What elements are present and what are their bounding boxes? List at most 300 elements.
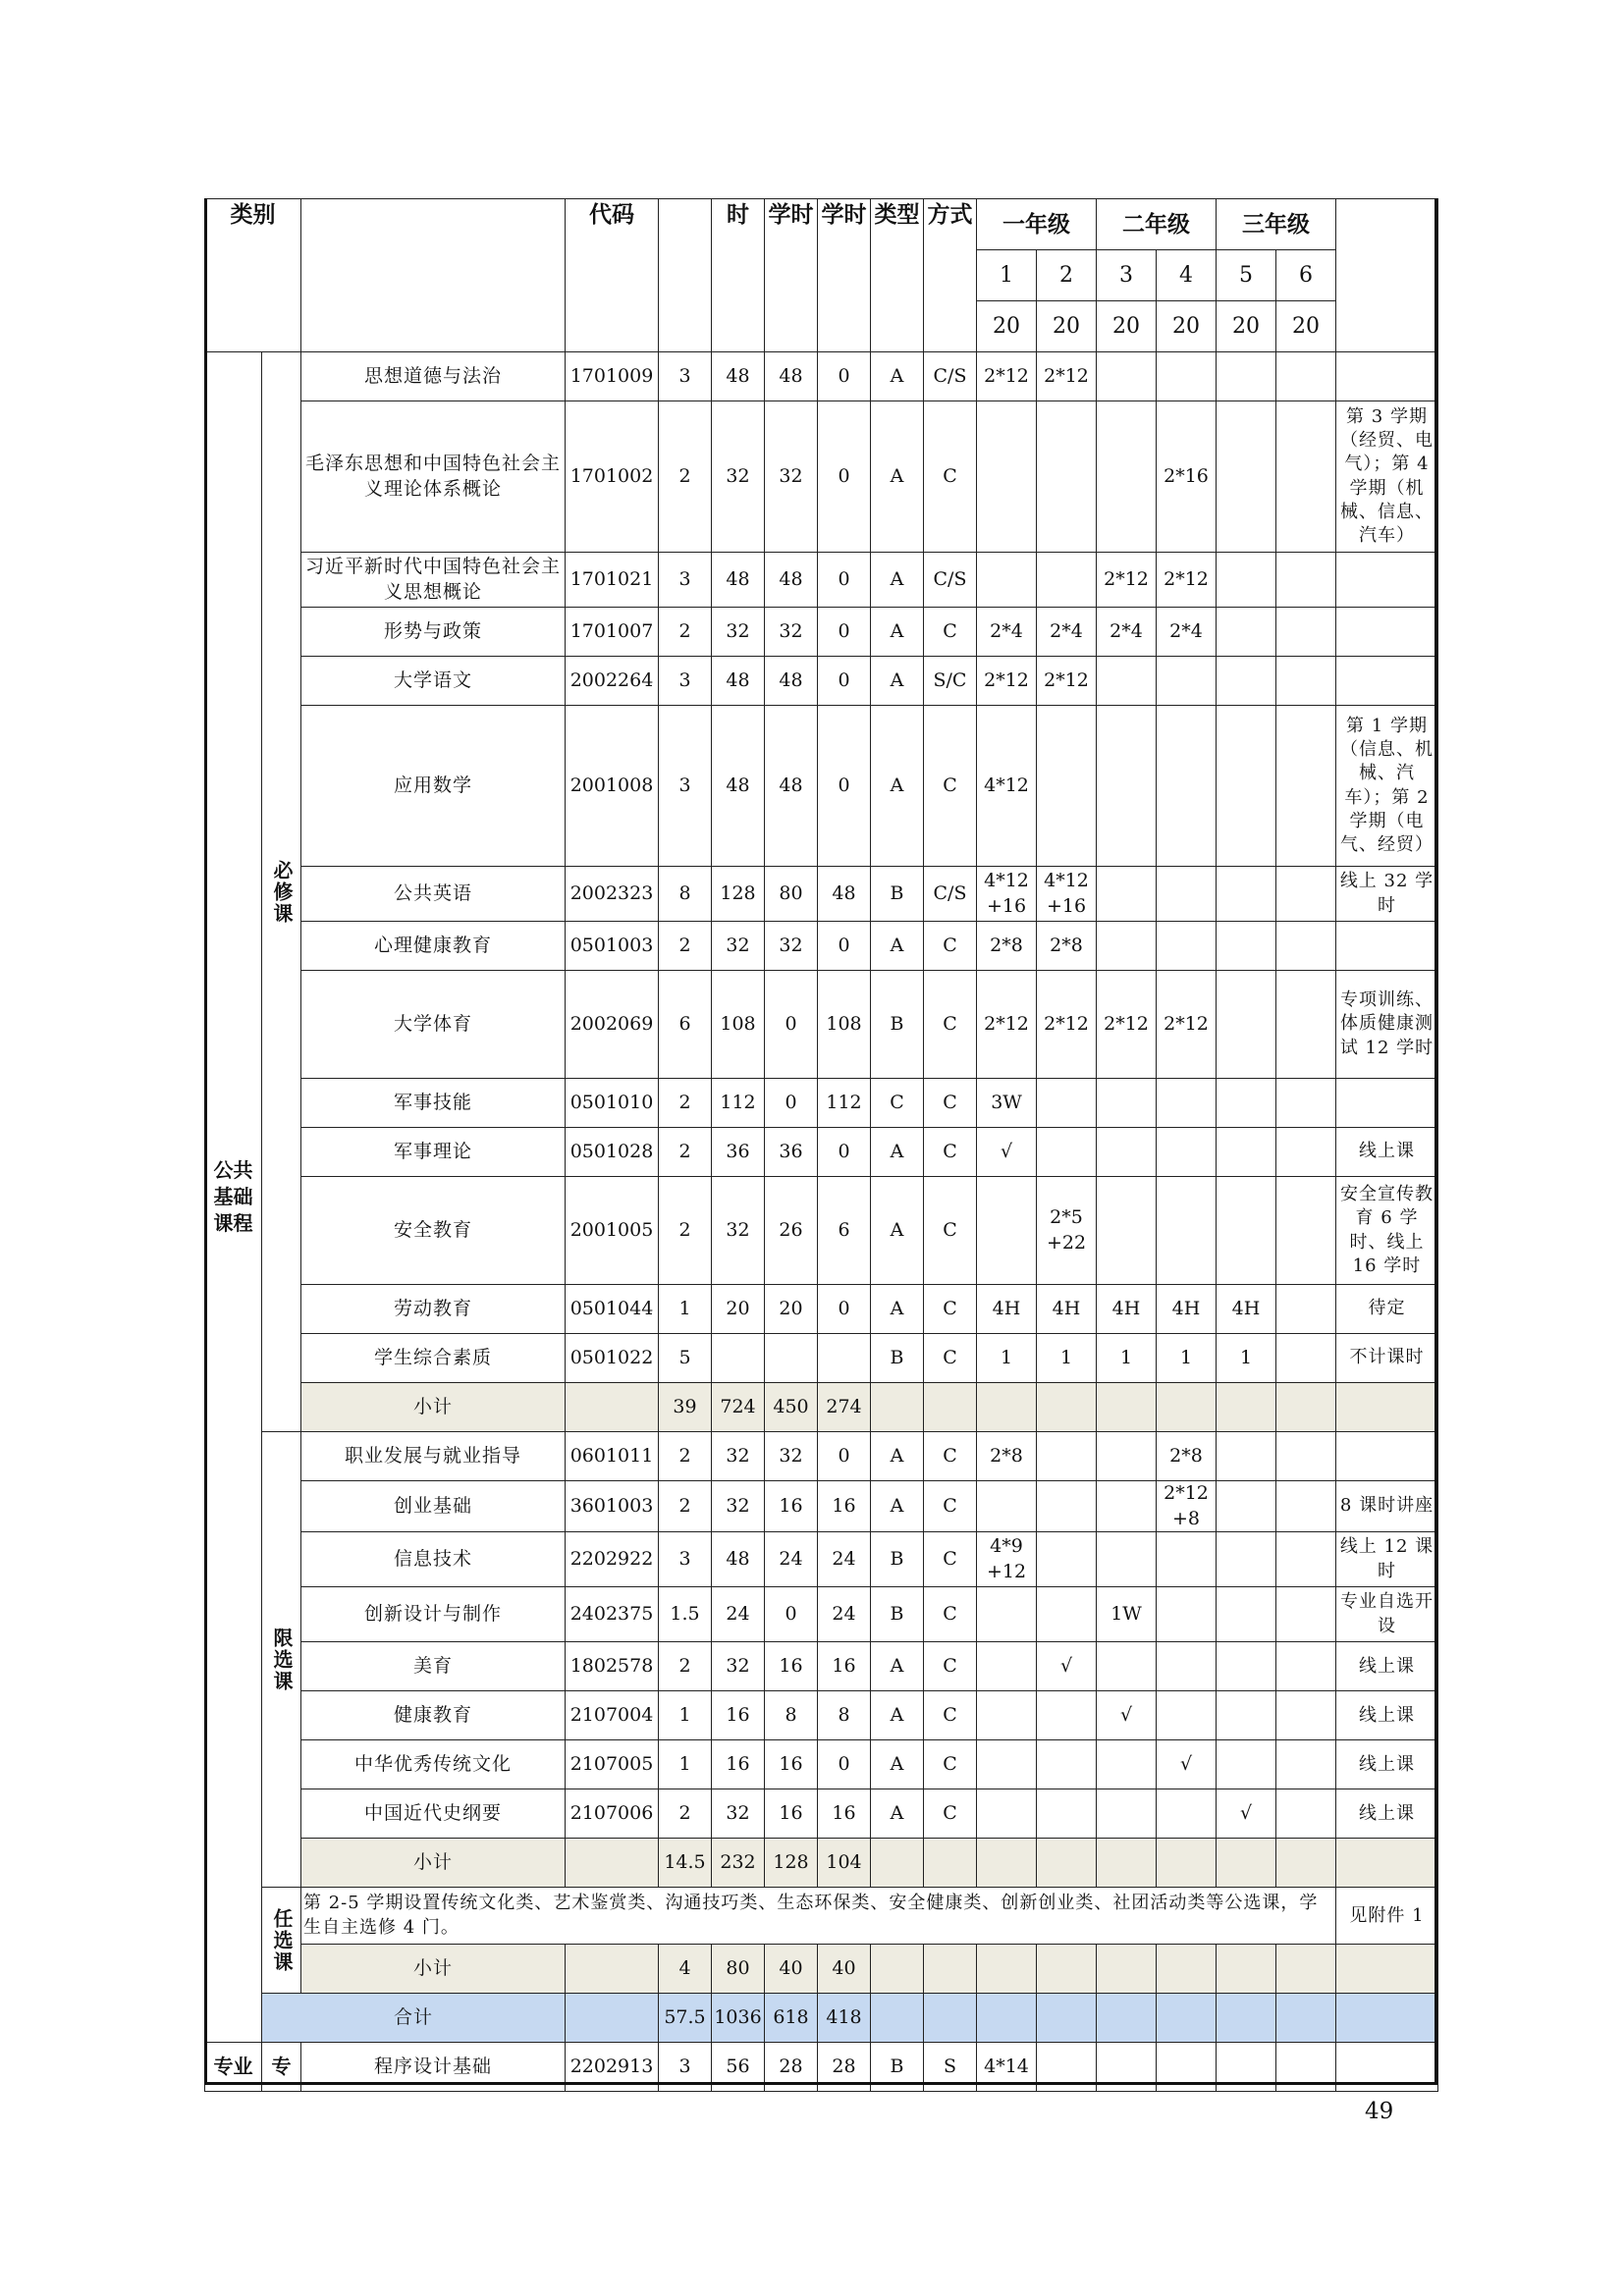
semester-cell: √ [1217,1789,1276,1839]
semester-cell [1217,706,1276,867]
course-name: 安全教育 [301,1177,566,1285]
course-note: 线上课 [1336,1789,1438,1839]
semester-cell [1276,657,1336,706]
course-method: C [924,1432,977,1481]
semester-cell [1097,1128,1157,1177]
table-row [205,2043,1438,2092]
subtotal-row [205,1945,1438,1994]
course-note: 第 3 学期（经贸、电气）；第 4 学期（机械、信息、汽车） [1336,401,1438,553]
header-method: 方式 [924,199,977,352]
header-weeks: 20 [977,301,1037,352]
semester-cell [1157,657,1217,706]
semester-cell [1276,1481,1336,1532]
course-credit: 3 [659,706,712,867]
course-hours: 16 [712,1740,765,1789]
course-credit: 5 [659,1334,712,1383]
semester-cell [1276,1128,1336,1177]
semester-cell [1276,1789,1336,1839]
course-hours: 32 [712,1789,765,1839]
table-body [205,199,1438,2092]
subtotal-empty [1217,1383,1276,1432]
semester-cell: 4*12 [977,706,1037,867]
subtotal-label: 小计 [301,1945,566,1994]
course-note: 第 1 学期（信息、机械、汽车）；第 2 学期（电气、经贸） [1336,706,1438,867]
course-name: 毛泽东思想和中国特色社会主义理论体系概论 [301,401,566,553]
semester-cell [1097,1079,1157,1128]
semester-cell [1157,1642,1217,1691]
course-method: C [924,971,977,1079]
course-credit: 2 [659,1642,712,1691]
course-note [1336,553,1438,608]
semester-cell [977,1587,1037,1642]
semester-cell: 1 [1157,1334,1217,1383]
semester-cell: 1 [1097,1334,1157,1383]
course-credit: 1 [659,1691,712,1740]
semester-cell [1097,1177,1157,1285]
course-note: 不计课时 [1336,1334,1438,1383]
semester-cell: √ [1097,1691,1157,1740]
semester-cell: 2*12 [977,657,1037,706]
course-theory-hours: 48 [765,657,818,706]
course-note [1336,922,1438,971]
semester-cell [1276,1587,1336,1642]
semester-cell [1217,553,1276,608]
semester-cell [1276,401,1336,553]
semester-cell: 2*8 [977,922,1037,971]
course-code: 2107004 [566,1691,659,1740]
subtotal-hours: 724 [712,1383,765,1432]
subtotal-code [566,1383,659,1432]
course-note: 专业自选开设 [1336,1587,1438,1642]
subtotal-empty [1276,1994,1336,2043]
course-practice-hours: 48 [818,867,871,922]
semester-cell [1157,922,1217,971]
course-name: 公共英语 [301,867,566,922]
course-type: B [871,1334,924,1383]
course-name: 心理健康教育 [301,922,566,971]
group-elective: 任选课 [262,1888,301,1994]
course-name: 应用数学 [301,706,566,867]
semester-cell [1157,1587,1217,1642]
course-code: 1701002 [566,401,659,553]
course-name: 创新设计与制作 [301,1587,566,1642]
header-weeks: 20 [1217,301,1276,352]
semester-cell [1217,657,1276,706]
header-semester: 6 [1276,250,1336,301]
course-theory-hours: 48 [765,706,818,867]
course-theory-hours: 80 [765,867,818,922]
semester-cell [1276,1532,1336,1587]
course-code: 2402375 [566,1587,659,1642]
subtotal-theory-hours: 40 [765,1945,818,1994]
course-method: C [924,401,977,553]
table-row [205,608,1438,657]
table-row [205,1079,1438,1128]
semester-cell: 2*12 [1037,657,1097,706]
semester-cell: 4H [1097,1285,1157,1334]
subtotal-hours: 80 [712,1945,765,1994]
course-code: 0501028 [566,1128,659,1177]
elective-note: 见附件 1 [1336,1888,1438,1945]
course-practice-hours: 0 [818,1432,871,1481]
semester-cell [1037,1587,1097,1642]
course-code: 2001008 [566,706,659,867]
total-row [205,1994,1438,2043]
semester-cell: 2*4 [1097,608,1157,657]
course-theory-hours: 20 [765,1285,818,1334]
category-public: 公共基础课程 [205,352,262,2043]
course-practice-hours: 24 [818,1587,871,1642]
course-type: A [871,1128,924,1177]
course-type: A [871,1789,924,1839]
semester-cell: 2*12 [977,971,1037,1079]
semester-cell [1097,706,1157,867]
subtotal-empty [1157,1994,1217,2043]
course-practice-hours: 0 [818,706,871,867]
semester-cell: 1 [977,1334,1037,1383]
course-hours: 20 [712,1285,765,1334]
semester-cell [1217,1587,1276,1642]
semester-cell: √ [1157,1740,1217,1789]
subtotal-empty [1336,1994,1438,2043]
semester-cell [1037,1432,1097,1481]
semester-cell: 2*8 [1037,922,1097,971]
course-code: 0501044 [566,1285,659,1334]
semester-cell: 1W [1097,1587,1157,1642]
course-type: A [871,608,924,657]
subtotal-empty [1276,1383,1336,1432]
semester-cell [1097,1740,1157,1789]
course-method: C [924,1079,977,1128]
course-type: B [871,971,924,1079]
subtotal-empty [1037,1839,1097,1888]
semester-cell [1276,706,1336,867]
course-code: 0501022 [566,1334,659,1383]
course-name: 习近平新时代中国特色社会主义思想概论 [301,553,566,608]
semester-cell [1276,867,1336,922]
course-type: A [871,1740,924,1789]
semester-cell: 2*12 [1037,971,1097,1079]
table-row [205,1432,1438,1481]
course-hours: 56 [712,2043,765,2092]
semester-cell [1217,1740,1276,1789]
course-method: C [924,1740,977,1789]
table-row [205,657,1438,706]
subtotal-empty [1157,1945,1217,1994]
semester-cell [1037,1481,1097,1532]
semester-cell: 4H [1037,1285,1097,1334]
semester-cell [1217,401,1276,553]
semester-cell [1157,2043,1217,2092]
course-type: A [871,657,924,706]
course-practice-hours: 16 [818,1789,871,1839]
course-credit: 1.5 [659,1587,712,1642]
semester-cell: 2*8 [977,1432,1037,1481]
semester-cell [1276,922,1336,971]
semester-cell: 4H [1217,1285,1276,1334]
course-theory-hours: 16 [765,1740,818,1789]
semester-cell [1217,1481,1276,1532]
course-name: 中国近代史纲要 [301,1789,566,1839]
course-credit: 3 [659,553,712,608]
course-hours: 32 [712,1481,765,1532]
semester-cell [1097,352,1157,401]
course-theory-hours: 16 [765,1481,818,1532]
course-theory-hours: 32 [765,922,818,971]
semester-cell [1157,1532,1217,1587]
course-type: A [871,352,924,401]
course-name: 中华优秀传统文化 [301,1740,566,1789]
course-practice-hours: 6 [818,1177,871,1285]
semester-cell [1276,608,1336,657]
course-note [1336,1432,1438,1481]
semester-cell [1097,867,1157,922]
course-hours: 32 [712,1432,765,1481]
subtotal-practice-hours: 104 [818,1839,871,1888]
semester-cell [1276,1285,1336,1334]
semester-cell [977,553,1037,608]
semester-cell: 2*12 [1157,553,1217,608]
group-major: 专 [262,2043,301,2092]
course-hours: 32 [712,922,765,971]
course-note: 线上 32 学时 [1336,867,1438,922]
semester-cell [1217,352,1276,401]
subtotal-theory-hours: 128 [765,1839,818,1888]
semester-cell: 2*12 [1157,971,1217,1079]
course-hours: 128 [712,867,765,922]
semester-cell [1157,1789,1217,1839]
course-practice-hours: 0 [818,553,871,608]
semester-cell [1276,352,1336,401]
course-credit: 2 [659,401,712,553]
course-code: 1701021 [566,553,659,608]
course-name: 大学语文 [301,657,566,706]
subtotal-empty [1097,1383,1157,1432]
subtotal-row [205,1839,1438,1888]
semester-cell: 2*12 [1097,971,1157,1079]
course-note: 线上课 [1336,1691,1438,1740]
semester-cell: √ [977,1128,1037,1177]
page-number: 49 [1365,2099,1394,2124]
course-method: C [924,608,977,657]
subtotal-empty [871,1945,924,1994]
course-method: C [924,1691,977,1740]
subtotal-empty [871,1839,924,1888]
subtotal-empty [1276,1839,1336,1888]
table-row [205,1587,1438,1642]
header-weeks: 20 [1097,301,1157,352]
subtotal-credit: 57.5 [659,1994,712,2043]
course-code: 2001005 [566,1177,659,1285]
course-note: 线上课 [1336,1642,1438,1691]
semester-cell: 4*12 +16 [977,867,1037,922]
course-credit: 2 [659,1432,712,1481]
course-code: 0601011 [566,1432,659,1481]
subtotal-empty [871,1994,924,2043]
semester-cell [1276,1177,1336,1285]
semester-cell [1037,401,1097,553]
course-name: 美育 [301,1642,566,1691]
semester-cell [1276,553,1336,608]
table-row [205,867,1438,922]
course-name: 信息技术 [301,1532,566,1587]
course-hours: 48 [712,657,765,706]
course-type: A [871,706,924,867]
course-name: 军事理论 [301,1128,566,1177]
subtotal-empty [1336,1383,1438,1432]
semester-cell [1217,1128,1276,1177]
semester-cell: 3W [977,1079,1037,1128]
course-credit: 3 [659,2043,712,2092]
course-type: A [871,1285,924,1334]
course-practice-hours: 108 [818,971,871,1079]
semester-cell [1097,1532,1157,1587]
course-type: A [871,1177,924,1285]
course-hours [712,1334,765,1383]
course-hours: 32 [712,1642,765,1691]
header-grade-2: 二年级 [1097,199,1217,250]
subtotal-credit: 39 [659,1383,712,1432]
semester-cell: 2*12 [1097,553,1157,608]
course-method: C/S [924,553,977,608]
semester-cell [977,1642,1037,1691]
course-theory-hours: 32 [765,1432,818,1481]
course-method: C [924,1789,977,1839]
course-note: 专项训练、体质健康测试 12 学时 [1336,971,1438,1079]
course-type: A [871,553,924,608]
course-note: 线上课 [1336,1128,1438,1177]
semester-cell [977,401,1037,553]
course-credit: 1 [659,1285,712,1334]
course-code: 0501003 [566,922,659,971]
table-row [205,401,1438,553]
course-theory-hours: 16 [765,1789,818,1839]
course-type: A [871,1481,924,1532]
subtotal-row [205,1383,1438,1432]
semester-cell: 2*12 [1037,352,1097,401]
table-row [205,971,1438,1079]
semester-cell: 4*12 +16 [1037,867,1097,922]
course-method: C [924,1532,977,1587]
semester-cell [1276,971,1336,1079]
header-hours: 时 [712,199,765,352]
course-credit: 2 [659,1789,712,1839]
subtotal-hours: 1036 [712,1994,765,2043]
semester-cell: 2*4 [1157,608,1217,657]
semester-cell: 2*12 +8 [1157,1481,1217,1532]
subtotal-empty [924,1383,977,1432]
course-note [1336,2043,1438,2092]
subtotal-empty [1336,1839,1438,1888]
course-practice-hours: 0 [818,1740,871,1789]
header-weeks: 20 [1037,301,1097,352]
semester-cell [1037,1079,1097,1128]
course-code: 0501010 [566,1079,659,1128]
table-row [205,1285,1438,1334]
course-method: C [924,1587,977,1642]
course-hours: 48 [712,1532,765,1587]
course-practice-hours: 0 [818,401,871,553]
semester-cell [1276,1334,1336,1383]
course-theory-hours: 48 [765,352,818,401]
semester-cell [1037,706,1097,867]
semester-cell [1217,971,1276,1079]
semester-cell [1276,1079,1336,1128]
course-credit: 2 [659,1079,712,1128]
semester-cell [1217,608,1276,657]
course-method: C [924,1642,977,1691]
course-hours: 32 [712,401,765,553]
table-row [205,553,1438,608]
course-practice-hours [818,1334,871,1383]
semester-cell [1217,1079,1276,1128]
semester-cell [1097,2043,1157,2092]
subtotal-practice-hours: 418 [818,1994,871,2043]
table-row [205,706,1438,867]
course-hours: 48 [712,352,765,401]
course-credit: 2 [659,1177,712,1285]
subtotal-empty [924,1839,977,1888]
semester-cell [1217,1691,1276,1740]
semester-cell [1157,706,1217,867]
subtotal-empty [1097,1994,1157,2043]
course-code: 1701009 [566,352,659,401]
semester-cell [1097,1642,1157,1691]
semester-cell: √ [1037,1642,1097,1691]
subtotal-empty [1217,1994,1276,2043]
course-credit: 8 [659,867,712,922]
header-practice-hours: 学时 [818,199,871,352]
course-hours: 112 [712,1079,765,1128]
course-type: C [871,1079,924,1128]
semester-cell [977,1740,1037,1789]
course-name: 形势与政策 [301,608,566,657]
subtotal-empty [1336,1945,1438,1994]
course-hours: 48 [712,553,765,608]
course-theory-hours: 0 [765,971,818,1079]
header-row-grades [205,199,1438,250]
course-theory-hours: 16 [765,1642,818,1691]
semester-cell [1217,1432,1276,1481]
semester-cell [1217,1177,1276,1285]
header-category: 类别 [205,199,301,352]
semester-cell [1157,1128,1217,1177]
course-note: 待定 [1336,1285,1438,1334]
semester-cell: 1 [1217,1334,1276,1383]
subtotal-empty [1217,1945,1276,1994]
course-credit: 2 [659,1481,712,1532]
course-practice-hours: 8 [818,1691,871,1740]
header-note [1336,199,1438,352]
semester-cell [977,1481,1037,1532]
course-practice-hours: 0 [818,922,871,971]
subtotal-theory-hours: 450 [765,1383,818,1432]
course-type: A [871,401,924,553]
subtotal-empty [924,1994,977,2043]
semester-cell [1217,922,1276,971]
course-practice-hours: 16 [818,1481,871,1532]
semester-cell: 1 [1037,1334,1097,1383]
subtotal-empty [977,1839,1037,1888]
table-row [205,1740,1438,1789]
course-practice-hours: 0 [818,608,871,657]
semester-cell [1037,1789,1097,1839]
course-hours: 16 [712,1691,765,1740]
course-theory-hours: 48 [765,553,818,608]
course-note: 线上 12 课时 [1336,1532,1438,1587]
semester-cell [977,1177,1037,1285]
semester-cell [1157,867,1217,922]
